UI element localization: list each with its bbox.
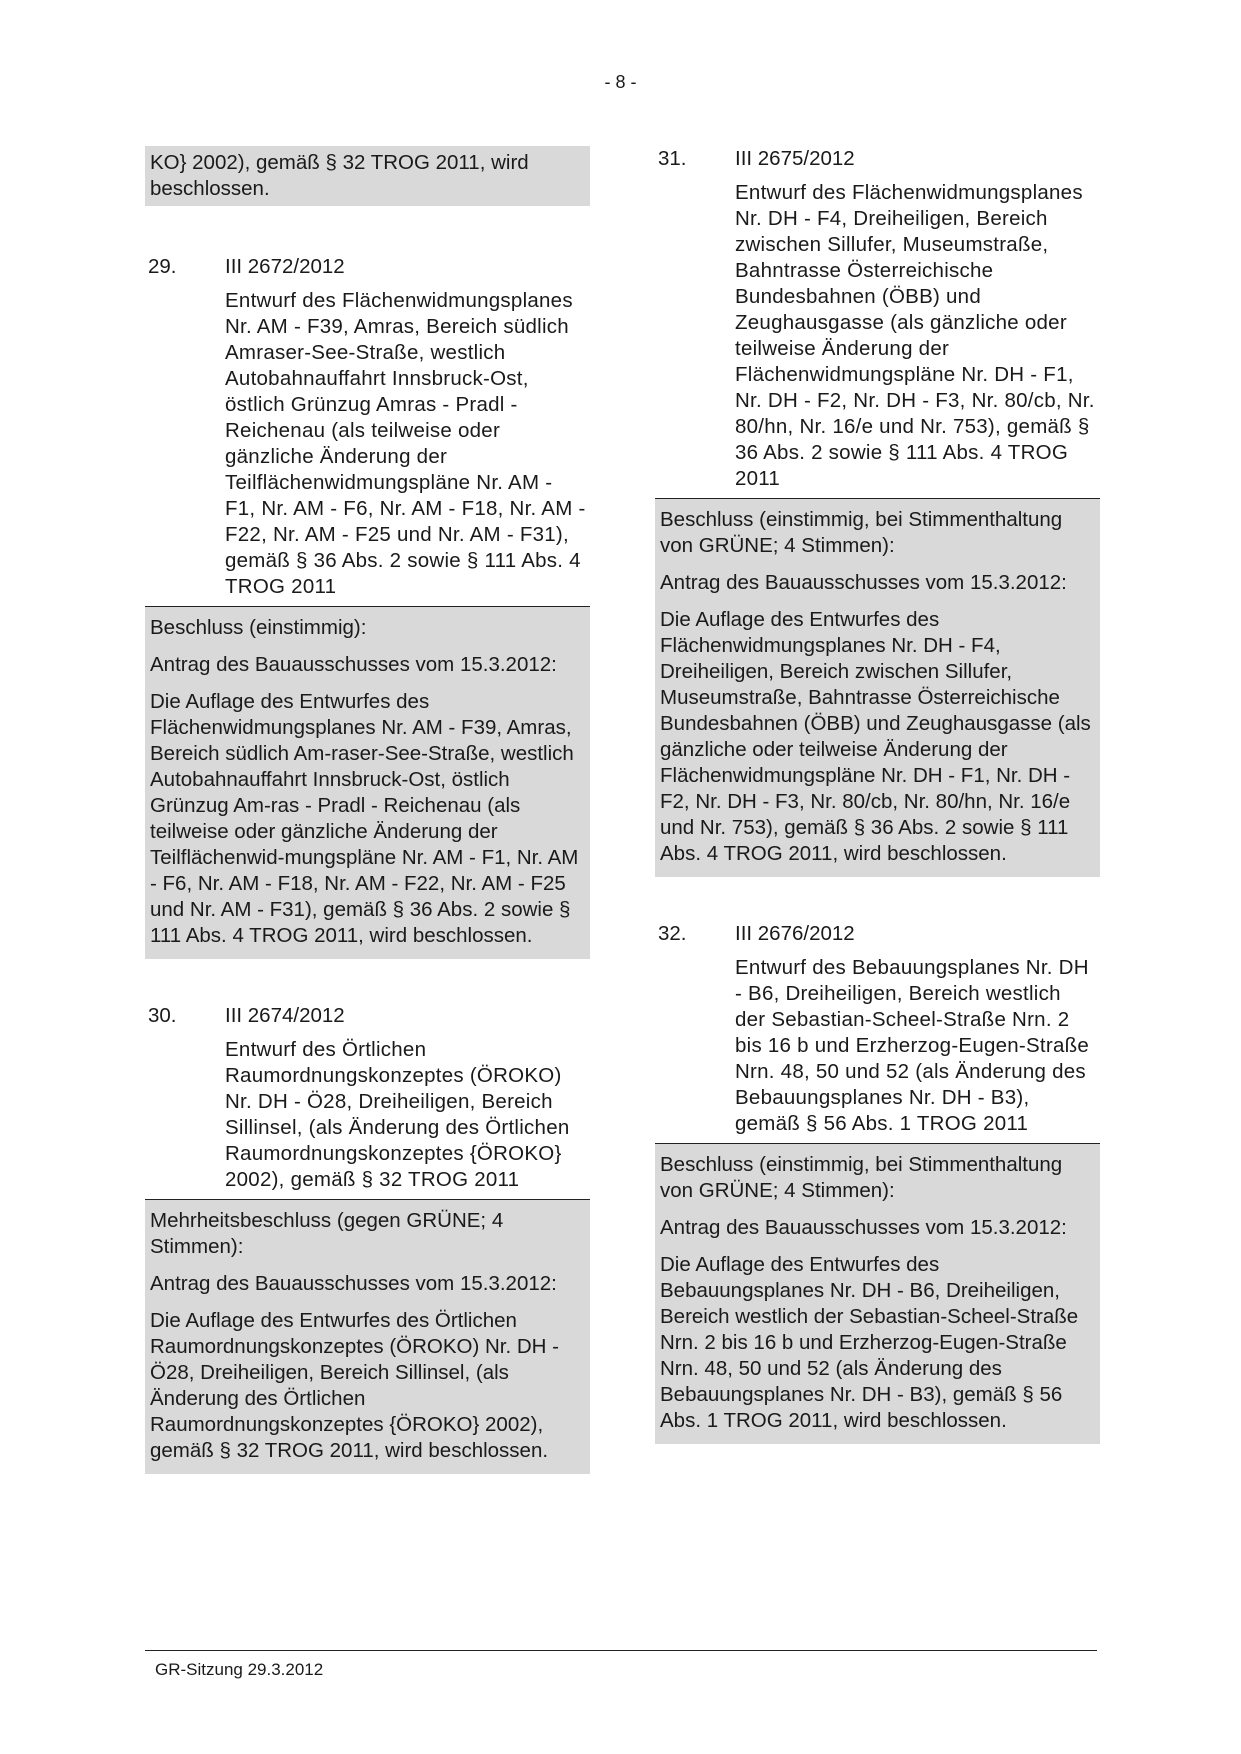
item-title: Entwurf des Bebauungsplanes Nr. DH - B6, Dreiheiligen, Bereich westlich der Sebastian-Scheel-Straße Nrn. 2 bis 16 b und Erzherzog-Eugen-Straße Nrn. 48, 50 und 52 (als Änderung des Bebauungsplanes Nr. DH - B3), gemäß § 56 Abs. 1 TROG 2011	[735, 956, 1090, 1135]
item-resolution-block	[655, 1144, 1100, 1444]
page-number: - 8 -	[604, 72, 637, 92]
continuation-text: KO} 2002), gemäß § 32 TROG 2011, wird beschlossen.	[145, 146, 590, 206]
agenda-item-header	[145, 254, 590, 280]
item-reference: III 2676/2012	[735, 922, 855, 945]
resolution-text: Die Auflage des Entwurfes des Örtlichen Raumordnungskonzeptes (ÖROKO) Nr. DH - Ö28, Dreiheiligen, Bereich Sillinsel, (als Änderung des Örtlichen Raumordnungskonzeptes {ÖROKO} 2002), gemäß § 32 TROG 2011, wird beschlossen.	[150, 1309, 559, 1462]
agenda-item-header	[145, 1003, 590, 1029]
motion-text: Antrag des Bauausschusses vom 15.3.2012:	[150, 653, 557, 676]
agenda-item-31	[655, 146, 1100, 877]
resolution-text: Die Auflage des Entwurfes des Bebauungsplanes Nr. DH - B6, Dreiheiligen, Bereich westlich der Sebastian-Scheel-Straße Nrn. 2 bis 16 b und Erzherzog-Eugen-Straße Nrn. 48, 50 und 52 (als Änderung des Bebauungsplanes Nr. DH - B3), gemäß § 56 Abs. 1 TROG 2011, wird beschlossen.	[660, 1253, 1079, 1432]
item-number: 30.	[148, 1004, 177, 1027]
item-title: Entwurf des Örtlichen Raumordnungskonzeptes (ÖROKO) Nr. DH - Ö28, Dreiheiligen, Bereich Sillinsel, (als Änderung des Örtlichen Raumordnungskonzeptes {ÖROKO} 2002), gemäß § 32 TROG 2011	[225, 1038, 570, 1191]
motion-text: Antrag des Bauausschusses vom 15.3.2012:	[150, 1272, 557, 1295]
item-reference: III 2674/2012	[225, 1004, 345, 1027]
decision-text: Beschluss (einstimmig):	[150, 616, 367, 639]
item-number: 29.	[148, 255, 177, 278]
footer-session-date: GR-Sitzung 29.3.2012	[155, 1660, 324, 1679]
footer-divider	[145, 1650, 1097, 1651]
item-title: Entwurf des Flächenwidmungsplanes Nr. AM - F39, Amras, Bereich südlich Amraser-See-Straße, westlich Autobahnauffahrt Innsbruck-Ost, östlich Grünzug Amras - Pradl - Reichenau (als teilweise oder gänzliche Änderung der Teilflächenwidmungspläne Nr. AM - F1, Nr. AM - F6, Nr. AM - F18, Nr. AM - F22, Nr. AM - F25 und Nr. AM - F31), gemäß § 36 Abs. 2 sowie § 111 Abs. 4 TROG 2011	[225, 289, 586, 598]
item-resolution-block	[655, 499, 1100, 877]
agenda-item-30	[145, 1003, 590, 1474]
agenda-item-header	[655, 146, 1100, 172]
motion-text: Antrag des Bauausschusses vom 15.3.2012:	[660, 571, 1067, 594]
resolution-text: Die Auflage des Entwurfes des Flächenwidmungsplanes Nr. AM - F39, Amras, Bereich südlich Am-raser-See-Straße, westlich Autobahnauffahrt Innsbruck-Ost, östlich Grünzug Am-ras - Pradl - Reichenau (als teilweise oder gänzliche Änderung der Teilflächenwid-mungspläne Nr. AM - F1, Nr. AM - F6, Nr. AM - F18, Nr. AM - F22, Nr. AM - F25 und Nr. AM - F31), gemäß § 36 Abs. 2 sowie § 111 Abs. 4 TROG 2011, wird beschlossen.	[150, 690, 579, 947]
decision-text: Beschluss (einstimmig, bei Stimmenthaltung von GRÜNE; 4 Stimmen):	[660, 1153, 1063, 1202]
item-number: 32.	[658, 922, 687, 945]
item-reference: III 2675/2012	[735, 147, 855, 170]
motion-text: Antrag des Bauausschusses vom 15.3.2012:	[660, 1216, 1067, 1239]
item-resolution-block	[145, 607, 590, 959]
agenda-item-header	[655, 921, 1100, 947]
agenda-item-29	[145, 254, 590, 959]
agenda-item-32	[655, 921, 1100, 1444]
item-reference: III 2672/2012	[225, 255, 345, 278]
item-title: Entwurf des Flächenwidmungsplanes Nr. DH - F4, Dreiheiligen, Bereich zwischen Sillufer, Museumstraße, Bahntrasse Österreichische Bundesbahnen (ÖBB) und Zeughausgasse (als gänzliche oder teilweise Änderung der Flächenwidmungspläne Nr. DH - F1, Nr. DH - F2, Nr. DH - F3, Nr. 80/cb, Nr. 80/hn, Nr. 16/e und Nr. 753), gemäß § 36 Abs. 2 sowie § 111 Abs. 4 TROG 2011	[735, 181, 1095, 490]
item-resolution-block	[145, 1200, 590, 1474]
right-column	[655, 146, 1100, 1444]
decision-text: Mehrheitsbeschluss (gegen GRÜNE; 4 Stimmen):	[150, 1209, 504, 1258]
resolution-text: Die Auflage des Entwurfes des Flächenwidmungsplanes Nr. DH - F4, Dreiheiligen, Bereich zwischen Sillufer, Museumstraße, Bahntrasse Österreichische Bundesbahnen (ÖBB) und Zeughausgasse (als gänzliche oder teilweise Änderung der Flächenwidmungspläne Nr. DH - F1, Nr. DH - F2, Nr. DH - F3, Nr. 80/cb, Nr. 80/hn, Nr. 16/e und Nr. 753), gemäß § 36 Abs. 2 sowie § 111 Abs. 4 TROG 2011, wird beschlossen.	[660, 608, 1091, 865]
left-column	[145, 146, 590, 1474]
item-number: 31.	[658, 147, 687, 170]
decision-text: Beschluss (einstimmig, bei Stimmenthaltung von GRÜNE; 4 Stimmen):	[660, 508, 1063, 557]
